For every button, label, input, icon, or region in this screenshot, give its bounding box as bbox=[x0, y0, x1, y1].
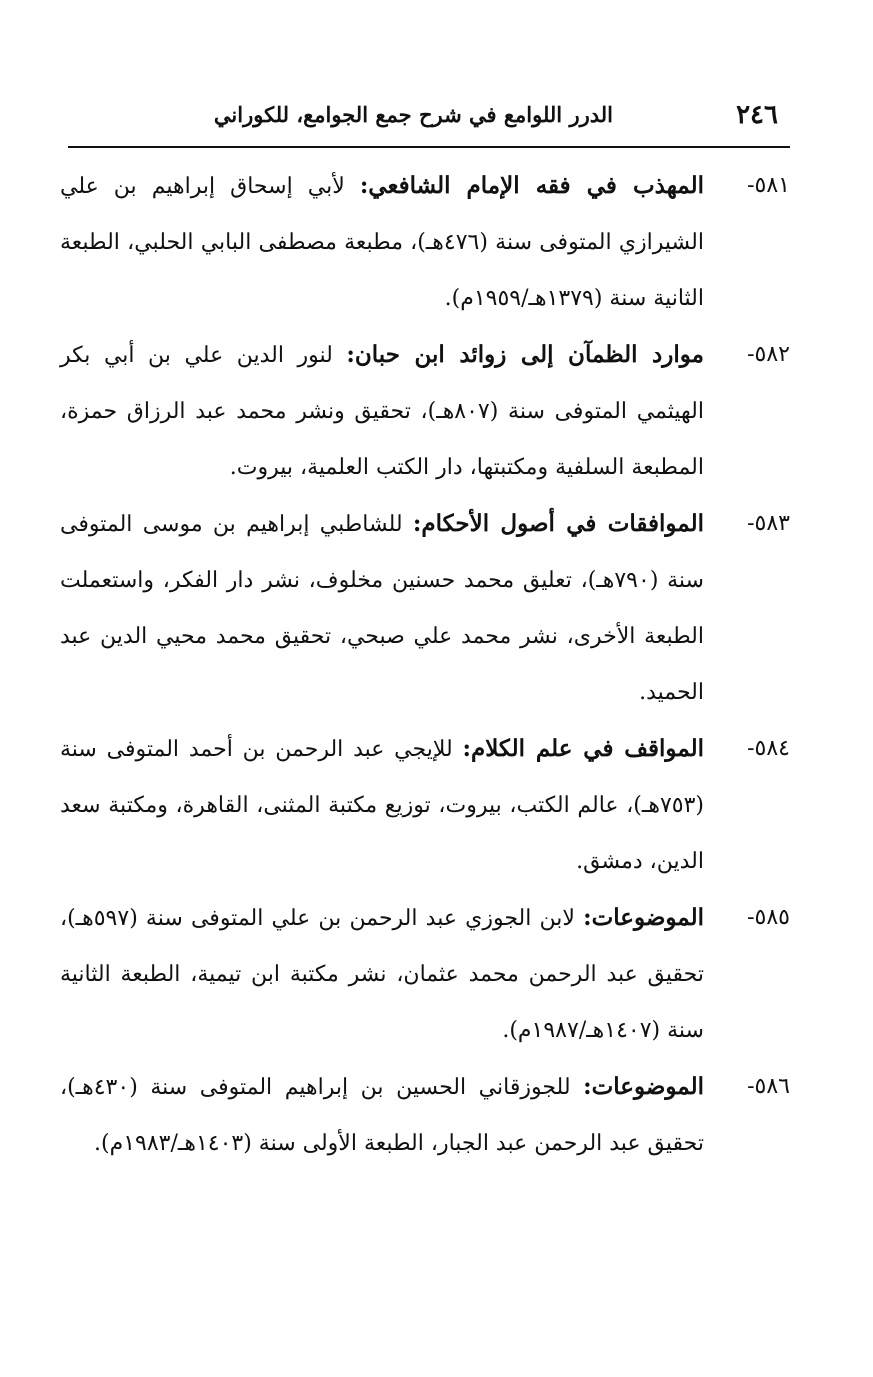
entry-body bbox=[60, 890, 704, 1059]
bibliography-entry-583 bbox=[60, 496, 790, 721]
entry-title: موارد الظمآن إلى زوائد ابن حبان: bbox=[346, 341, 704, 368]
running-title: الدرر اللوامع في شرح جمع الجوامع، للكوراني bbox=[213, 102, 613, 127]
page-number: ٢٤٦ bbox=[736, 100, 778, 130]
entry-body bbox=[60, 1059, 704, 1172]
header-divider bbox=[68, 146, 790, 148]
entry-body bbox=[60, 158, 704, 327]
entry-text: لأبي إسحاق إبراهيم بن علي الشيرازي المتوفى سنة (٤٧٦هـ)، مطبعة مصطفى البابي الحلبي، الطبعة الثانية سنة (١٣٧٩هـ/١٩٥٩م). bbox=[60, 174, 704, 311]
entry-number: ٥٨٢- bbox=[747, 342, 790, 367]
entry-text: لابن الجوزي عبد الرحمن بن علي المتوفى سنة (٥٩٧هـ)، تحقيق عبد الرحمن محمد عثمان، نشر مكتبة ابن تيمية، الطبعة الثانية سنة (١٤٠٧هـ/١٩٨٧م). bbox=[60, 906, 704, 1043]
entry-title: الموضوعات: bbox=[583, 1073, 704, 1100]
bibliography-entry-581 bbox=[60, 158, 790, 327]
entry-text: للشاطبي إبراهيم بن موسى المتوفى سنة (٧٩٠هـ)، تعليق محمد حسنين مخلوف، نشر دار الفكر، واستعملت الطبعة الأخرى، نشر محمد علي صبحي، تحقيق محمد محيي الدين عبد الحميد. bbox=[60, 512, 704, 705]
entry-body bbox=[60, 327, 704, 496]
entry-text: للإيجي عبد الرحمن بن أحمد المتوفى سنة (٧٥٣هـ)، عالم الكتب، بيروت، توزيع مكتبة المثنى، القاهرة، ومكتبة سعد الدين، دمشق. bbox=[60, 737, 704, 874]
bibliography-entry-585 bbox=[60, 890, 790, 1059]
bibliography-entry-582 bbox=[60, 327, 790, 496]
bibliography-entry-586 bbox=[60, 1059, 790, 1172]
entry-number: ٥٨٣- bbox=[747, 511, 790, 536]
entry-title: الموضوعات: bbox=[583, 904, 704, 931]
bibliography-list bbox=[60, 158, 790, 1172]
page-header bbox=[68, 92, 788, 140]
entry-number: ٥٨١- bbox=[747, 173, 790, 198]
entry-text: لنور الدين علي بن أبي بكر الهيثمي المتوفى سنة (٨٠٧هـ)، تحقيق ونشر محمد عبد الرزاق حمزة، المطبعة السلفية ومكتبتها، دار الكتب العلمية، بيروت. bbox=[60, 343, 704, 480]
entry-body bbox=[60, 721, 704, 890]
bibliography-entry-584 bbox=[60, 721, 790, 890]
entry-number: ٥٨٦- bbox=[747, 1074, 790, 1099]
entry-title: المهذب في فقه الإمام الشافعي: bbox=[359, 172, 704, 199]
entry-number: ٥٨٤- bbox=[747, 736, 790, 761]
entry-title: المواقف في علم الكلام: bbox=[462, 735, 705, 762]
entry-title: الموافقات في أصول الأحكام: bbox=[412, 510, 704, 537]
entry-number: ٥٨٥- bbox=[747, 905, 790, 930]
entry-text: للجوزقاني الحسين بن إبراهيم المتوفى سنة (٤٣٠هـ)، تحقيق عبد الرحمن عبد الجبار، الطبعة الأولى سنة (١٤٠٣هـ/١٩٨٣م). bbox=[60, 1075, 704, 1156]
entry-body bbox=[60, 496, 704, 721]
